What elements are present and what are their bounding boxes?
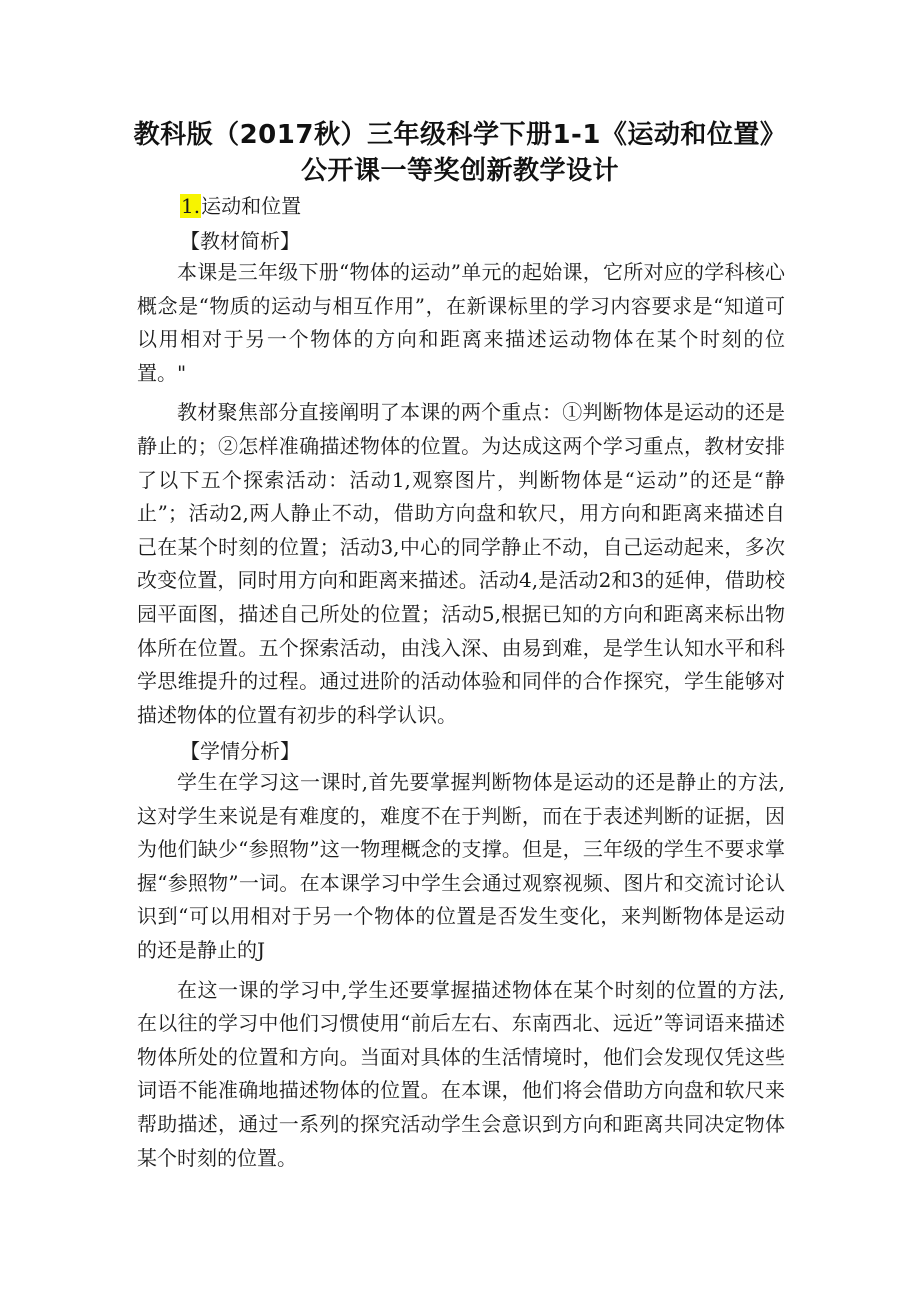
material-paragraph-2: 教材聚焦部分直接阐明了本课的两个重点：①判断物体是运动的还是静止的；②怎样准确描述物体的位置。为达成这两个学习重点，教材安排了以下五个探索活动：活动1,观察图片，判断物体是“运动”的还是“静止”；活动2,两人静止不动，借助方向盘和软尺，用方向和距离来描述自己在某个时刻的位置；活动3,中心的同学静止不动，自己运动起来，多次改变位置，同时用方向和距离来描述。活动4,是活动2和3的延伸，借助校园平面图，描述自己所处的位置；活动5,根据已知的方向和距离来标出物体所在位置。五个探索活动，由浅入深、由易到难，是学生认知水平和科学思维提升的过程。通过进阶的活动体验和同伴的合作探究，学生能够对描述物体的位置有初步的科学认识。 [137, 400, 785, 727]
document-title-line-2: 公开课一等奖创新教学设计 [300, 156, 619, 186]
learner-paragraph-2: 在这一课的学习中,学生还要掌握描述物体在某个时刻的位置的方法,在以往的学习中他们习惯使用“前后左右、东南西北、远近”等词语来描述物体所处的位置和方向。当面对具体的生活情境时，他们会发现仅凭这些词语不能准确地描述物体的位置。在本课，他们将会借助方向盘和软尺来帮助描述，通过一系列的探究活动学生会意识到方向和距离共同决定物体某个时刻的位置。 [137, 977, 785, 1170]
document-title-line-1: 教科版（2017秋）三年级科学下册1-1《运动和位置》 [133, 120, 787, 150]
section-heading-learner: 【学情分析】 [180, 739, 300, 763]
material-paragraph-1: 本课是三年级下册“物体的运动”单元的起始课，它所对应的学科核心概念是“物质的运动与相互作用”，在新课标里的学习内容要求是“知道可以用相对于另一个物体的方向和距离来描述运动物体在某个时刻的位置。" [137, 260, 785, 385]
learner-paragraph-1: 学生在学习这一课时,首先要掌握判断物体是运动的还是静止的方法,这对学生来说是有难度的，难度不在于判断，而在于表述判断的证据，因为他们缺少“参照物”这一物理概念的支撑。但是，三年级的学生不要求掌握“参照物”一词。在本课学习中学生会通过观察视频、图片和交流讨论认识到“可以用相对于另一个物体的位置是否发生变化，来判断物体是运动的还是静止的J [137, 770, 785, 962]
learner-analysis-body [137, 766, 785, 1175]
lesson-number-highlight: 1. [181, 194, 201, 218]
lesson-heading [180, 190, 301, 219]
material-analysis-body [137, 256, 785, 732]
section-heading-material: 【教材简析】 [180, 229, 300, 253]
lesson-name: 运动和位置 [201, 194, 302, 218]
